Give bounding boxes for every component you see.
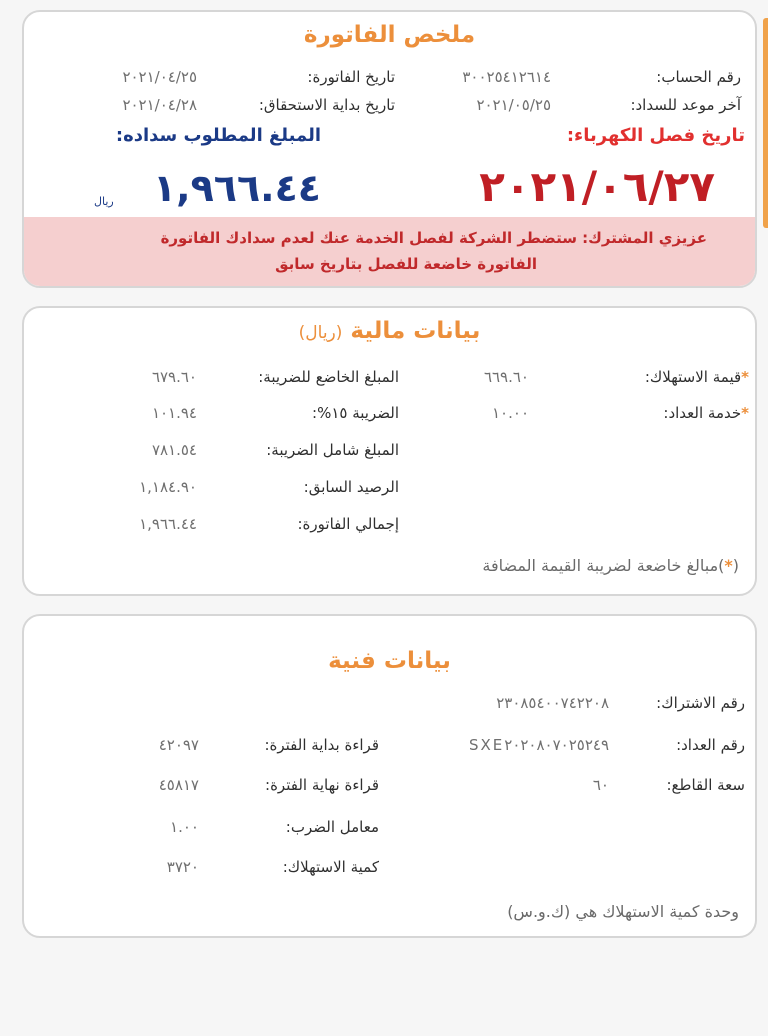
entitlement-date-value: ٢٠٢١/٠٤/٢٨ bbox=[122, 96, 197, 114]
meter-number-value: SXE٢٠٢٠٨٠٧٠٢٥٢٤٩ bbox=[468, 736, 609, 754]
amount-due-label: المبلغ المطلوب سداده: bbox=[115, 125, 321, 146]
vat-value: ١٠١.٩٤ bbox=[151, 404, 197, 422]
start-reading-value: ٤٢٠٩٧ bbox=[158, 736, 199, 754]
disconnect-alert bbox=[24, 217, 755, 288]
amount-incl-tax-label: المبلغ شامل الضريبة: bbox=[266, 441, 399, 459]
account-value: ٣٠٠٢٥٤١٢٦١٤ bbox=[462, 68, 551, 86]
vat-star-marker: * bbox=[741, 368, 749, 386]
taxable-amount-value: ٦٧٩.٦٠ bbox=[151, 368, 197, 386]
technical-data-card bbox=[22, 614, 757, 938]
disconnect-date: ٢٠٢١/٠٦/٢٧ bbox=[479, 162, 715, 211]
financial-title bbox=[24, 318, 755, 344]
vat-star-marker: * bbox=[741, 404, 749, 422]
due-date-label: آخر موعد للسداد: bbox=[630, 96, 741, 114]
invoice-total-label: إجمالي الفاتورة: bbox=[297, 515, 399, 533]
multiplier-value: ١.٠٠ bbox=[170, 818, 199, 836]
technical-title: بيانات فنية bbox=[328, 648, 451, 674]
financial-data-card bbox=[22, 306, 757, 596]
summary-title: ملخص الفاتورة bbox=[303, 22, 476, 48]
currency-label: ريال bbox=[94, 195, 114, 208]
invoice-summary-card bbox=[22, 10, 757, 288]
vat-label: الضريبة ١٥%: bbox=[312, 404, 399, 422]
consumption-value-amount: ٦٦٩.٦٠ bbox=[483, 368, 529, 386]
invoice-date-label: تاريخ الفاتورة: bbox=[307, 68, 395, 86]
consumption-quantity-value: ٣٧٢٠ bbox=[166, 858, 199, 876]
entitlement-date-label: تاريخ بداية الاستحقاق: bbox=[258, 96, 395, 114]
breaker-capacity-value: ٦٠ bbox=[592, 776, 609, 794]
end-reading-value: ٤٥٨١٧ bbox=[158, 776, 199, 794]
invoice-date-value: ٢٠٢١/٠٤/٢٥ bbox=[122, 68, 197, 86]
meter-service-amount: ١٠.٠٠ bbox=[492, 404, 529, 422]
financial-title-unit: (ريال) bbox=[298, 323, 343, 343]
invoice-total-value: ١,٩٦٦.٤٤ bbox=[139, 515, 197, 533]
alert-message: عزيزي المشترك: ستضطر الشركة لفصل الخدمة عنك لعدم سدادك الفاتورة bbox=[160, 229, 707, 247]
disconnect-date-label: تاريخ فصل الكهرباء: bbox=[566, 125, 745, 146]
previous-balance-label: الرصيد السابق: bbox=[303, 478, 399, 496]
side-accent-bar bbox=[763, 18, 768, 228]
financial-title-text: بيانات مالية bbox=[350, 318, 481, 344]
vat-note: (*)مبالغ خاضعة لضريبة القيمة المضافة bbox=[482, 556, 739, 575]
subscription-label: رقم الاشتراك: bbox=[656, 694, 745, 712]
previous-balance-value: ١,١٨٤.٩٠ bbox=[139, 478, 197, 496]
meter-number-label: رقم العداد: bbox=[676, 736, 745, 754]
multiplier-label: معامل الضرب: bbox=[285, 818, 379, 836]
consumption-unit-note: وحدة كمية الاستهلاك هي (ك.و.س) bbox=[507, 902, 739, 921]
account-label: رقم الحساب: bbox=[656, 68, 741, 86]
amount-incl-tax-value: ٧٨١.٥٤ bbox=[151, 441, 197, 459]
due-date-value: ٢٠٢١/٠٥/٢٥ bbox=[476, 96, 551, 114]
start-reading-label: قراءة بداية الفترة: bbox=[264, 736, 379, 754]
end-reading-label: قراءة نهاية الفترة: bbox=[265, 776, 379, 794]
subscription-value: ٢٣٠٨٥٤٠٠٧٤٢٢٠٨ bbox=[496, 694, 609, 712]
consumption-value-label: *قيمة الاستهلاك: bbox=[644, 368, 749, 386]
consumption-quantity-label: كمية الاستهلاك: bbox=[282, 858, 379, 876]
meter-service-label: *خدمة العداد: bbox=[663, 404, 749, 422]
amount-due-value: ١,٩٦٦.٤٤ bbox=[152, 166, 321, 210]
taxable-amount-label: المبلغ الخاضع للضريبة: bbox=[258, 368, 399, 386]
alert-submessage: الفاتورة خاضعة للفصل بتاريخ سابق bbox=[275, 255, 537, 273]
breaker-capacity-label: سعة القاطع: bbox=[666, 776, 745, 794]
